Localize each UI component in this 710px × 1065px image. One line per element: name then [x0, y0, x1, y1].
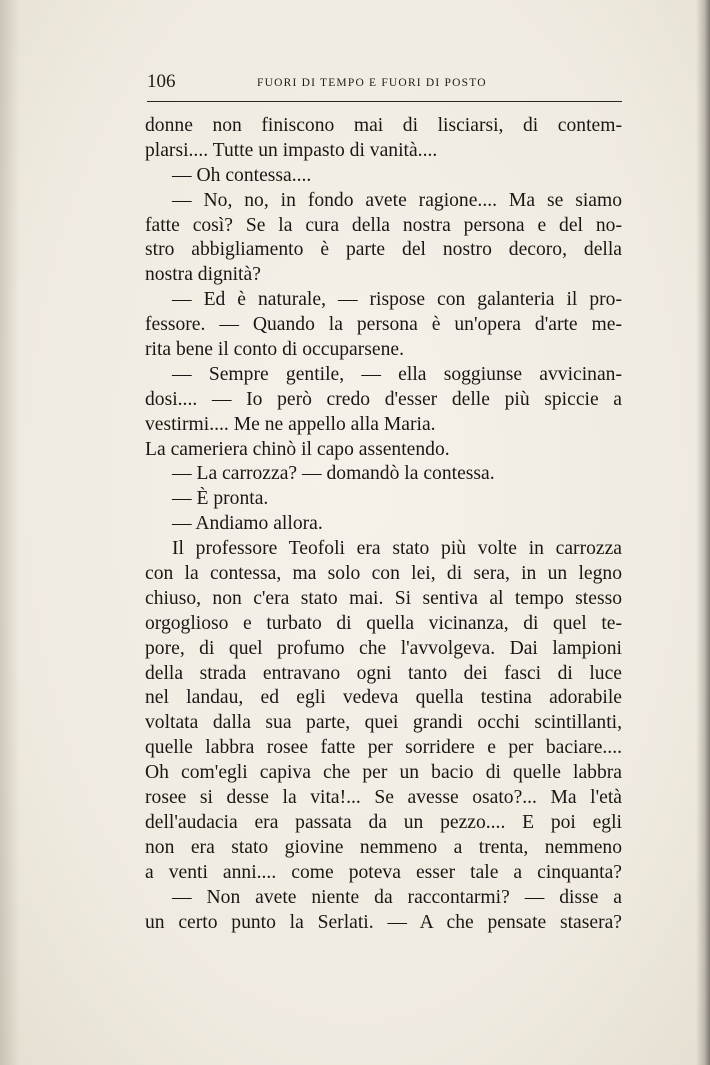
text-line: nostra dignità?: [145, 264, 261, 286]
text-line: stro abbigliamento è parte del nostro decoro, della: [145, 239, 622, 261]
text-line: — Sempre gentile, — ella soggiunse avvicinan-: [172, 363, 622, 385]
page-header: [147, 70, 622, 96]
text-line: nel landau, ed egli vedeva quella testina adorabile: [145, 687, 622, 709]
text-line: a venti anni.... come poteva esser tale a cinquanta?: [145, 861, 622, 883]
page-edge-shadow: [696, 0, 710, 1065]
text-line: Oh com'egli capiva che per un bacio di quelle labbra: [145, 762, 622, 784]
text-line: quelle labbra rosee fatte per sorridere e per baciare....: [145, 737, 622, 759]
text-line: vestirmi.... Me ne appello alla Maria.: [145, 413, 436, 435]
text-line: La cameriera chinò il capo assentendo.: [145, 438, 450, 460]
text-line: pore, di quel profumo che l'avvolgeva. Dai lampioni: [145, 637, 622, 659]
text-line: un certo punto la Serlati. — A che pensate stasera?: [145, 911, 622, 933]
page-number: 106: [147, 71, 176, 92]
text-line: — È pronta.: [172, 488, 269, 510]
text-line: plarsi.... Tutte un impasto di vanità....: [145, 139, 438, 161]
header-rule: [147, 101, 622, 102]
text-line: orgoglioso e turbato di quella vicinanza, di quel te-: [145, 612, 622, 634]
body-text: [145, 114, 622, 935]
text-line: — La carrozza? — domandò la contessa.: [172, 463, 495, 485]
running-title: FUORI DI TEMPO E FUORI DI POSTO: [257, 77, 487, 89]
text-line: — Non avete niente da raccontarmi? — disse a: [172, 886, 622, 908]
text-line: — Andiamo allora.: [172, 513, 323, 535]
text-line: donne non finiscono mai di lisciarsi, di contem-: [145, 115, 622, 136]
text-line: con la contessa, ma solo con lei, di sera, in un legno: [145, 563, 622, 585]
page-gutter-shadow: [0, 0, 20, 1065]
text-line: rosee si desse la vita!... Se avesse osato?... Ma l'età: [145, 787, 622, 809]
text-line: — Oh contessa....: [172, 164, 312, 186]
text-line: — No, no, in fondo avete ragione.... Ma se siamo: [172, 189, 622, 211]
text-line: non era stato giovine nemmeno a trenta, nemmeno: [145, 836, 622, 858]
text-line: fatte così? Se la cura della nostra persona e del no-: [145, 214, 622, 236]
text-line: rita bene il conto di occuparsene.: [145, 339, 404, 361]
text-line: Il professore Teofoli era stato più volte in carrozza: [172, 538, 622, 560]
text-line: — Ed è naturale, — rispose con galanteria il pro-: [172, 289, 622, 311]
text-line: della strada entravano ogni tanto dei fasci di luce: [145, 662, 622, 684]
text-line: voltata dalla sua parte, quei grandi occhi scintillanti,: [145, 712, 622, 734]
text-line: chiuso, non c'era stato mai. Si sentiva al tempo stesso: [145, 587, 622, 609]
text-line: dosi.... — Io però credo d'esser delle più spiccie a: [145, 388, 622, 410]
text-line: fessore. — Quando la persona è un'opera d'arte me-: [145, 314, 622, 336]
text-line: dell'audacia era passata da un pezzo.... E poi egli: [145, 811, 622, 833]
